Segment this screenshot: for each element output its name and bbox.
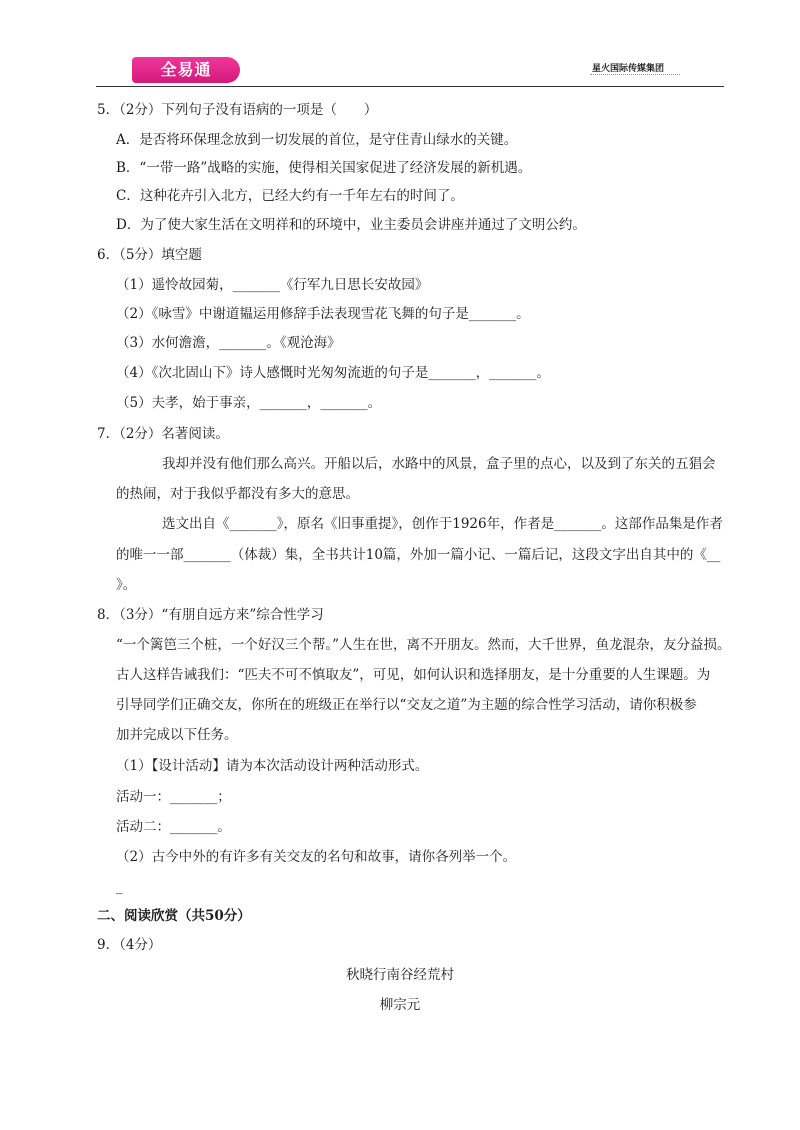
page-header (0, 0, 800, 90)
q6-item-4: （4）《次北固山下》诗人感慨时光匆匆流逝的句子是_______，_______。 (116, 365, 550, 381)
q8-activity-2: 活动二：_______。 (116, 819, 231, 835)
q7-question-line-3: 》。 (116, 577, 137, 593)
q8-task-1: （1）【设计活动】请为本次活动设计两种活动形式。 (116, 758, 429, 774)
q8-stem: 8．（3分）“有朋自远方来”综合性学习 (97, 607, 324, 623)
q8-passage-line-3: 引导同学们正确交友，你所在的班级正在举行以“交友之道”为主题的综合性学习活动，请你积极参 (116, 697, 697, 713)
q8-activity-1: 活动一：_______； (116, 789, 231, 805)
q6-item-1: （1）遥怜故园菊，_______《行军九日思长安故园》 (116, 277, 429, 293)
logo (132, 57, 240, 83)
q6-item-5: （5）夫孝，始于事亲，_______，_______。 (116, 395, 382, 411)
section-2-title: 二、阅读欣赏（共50分） (97, 908, 251, 924)
header-rule (96, 86, 724, 87)
q7-passage-line-1: 我却并没有他们那么高兴。开船以后，水路中的风景，盒子里的点心，以及到了东关的五猖会 (162, 456, 716, 472)
q7-question-line-2: 的唯一一部_______（体裁）集，全书共计10篇，外加一篇小记、一篇后记，这段文字出自其中的《__ (116, 547, 721, 563)
brand-name: 星火国际传媒集团 (592, 64, 665, 74)
q6-stem: 6．（5分）填空题 (97, 247, 202, 263)
q8-task-2: （2）古今中外的有许多有关交友的名句和故事，请你各列举一个。 (116, 849, 517, 865)
q8-passage-line-4: 加并完成以下任务。 (116, 727, 238, 743)
q8-passage-line-1: “一个篱笆三个桩，一个好汉三个帮。”人生在世，离不开朋友。然而，大千世界，鱼龙混杂，友分益损。 (116, 637, 731, 653)
q5-option-c: C．这种花卉引入北方，已经大约有一千年左右的时间了。 (116, 188, 464, 204)
poem-author: 柳宗元 (379, 997, 421, 1013)
q7-question-line-1: 选文出自《_______》，原名《旧事重提》，创作于1926年，作者是_______。这部作品集是作者 (162, 516, 723, 532)
q5-option-a: A．是否将环保理念放到一切发展的首位，是守住青山绿水的关键。 (116, 132, 518, 148)
q8-answer-blank: _ (116, 879, 123, 895)
q9-stem: 9．（4分） (97, 937, 162, 953)
poem-title: 秋晓行南谷经荒村 (346, 967, 454, 983)
q8-passage-line-2: 古人这样告诫我们：“匹夫不可不慎取友”，可见，如何认识和选择朋友，是十分重要的人生课题。为 (116, 667, 711, 683)
q6-item-2: （2）《咏雪》中谢道韫运用修辞手法表现雪花飞舞的句子是_______。 (116, 306, 530, 322)
q7-stem: 7．（2分）名著阅读。 (97, 426, 229, 442)
q5-option-d: D．为了使大家生活在文明祥和的环境中，业主委员会讲座并通过了文明公约。 (116, 217, 586, 233)
q6-item-3: （3）水何澹澹，_______。《观沧海》 (116, 335, 341, 351)
q7-passage-line-2: 的热闹，对于我似乎都没有多大的意思。 (116, 486, 359, 502)
brand-subline (590, 74, 680, 78)
q5-option-b: B．“一带一路”战略的实施，使得相关国家促进了经济发展的新机遇。 (116, 160, 532, 176)
logo-text: 全易通 (160, 60, 212, 79)
q5-stem: 5．（2分）下列句子没有语病的一项是（ ） (97, 102, 378, 118)
